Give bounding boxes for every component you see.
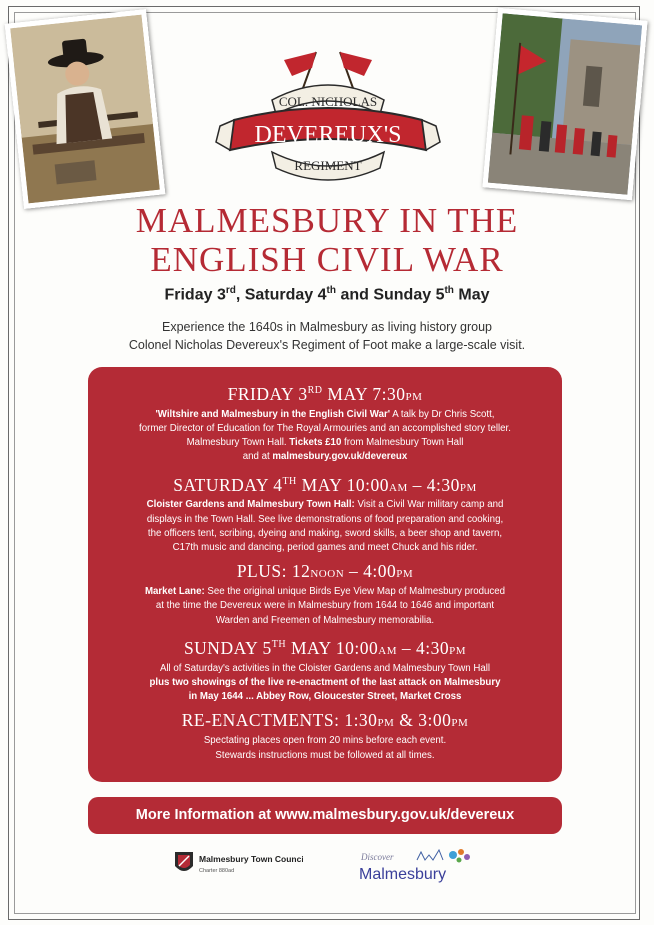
intro-line-1: Experience the 1640s in Malmesbury as living history group	[161, 320, 493, 334]
reenactments-text-1: Spectating places open from 20 mins before each event.	[203, 735, 447, 747]
friday-venue: Malmesbury Town Hall.	[186, 437, 290, 449]
reenactments-heading-pm-2: PM	[451, 717, 469, 730]
saturday-heading	[88, 471, 562, 499]
event-dates	[0, 285, 654, 304]
reenactments-text-2: Stewards instructions must be followed at all times.	[215, 749, 435, 761]
friday-heading-time: MAY 7:30	[322, 383, 406, 404]
saturday-heading-end: – 4:30	[407, 474, 460, 495]
date-sunday-suffix: th	[444, 285, 454, 296]
plus-heading-end: – 4:00	[344, 561, 397, 582]
plus-details	[88, 585, 562, 628]
regiment-crest	[212, 42, 444, 188]
plus-venue: Market Lane:	[144, 586, 205, 598]
plus-text-1: See the original unique Birds Eye View Map of Malmesbury produced	[204, 586, 506, 598]
crest-line-2: DEVEREUX'S	[254, 122, 402, 148]
friday-website-link[interactable]: malmesbury.gov.uk/devereux	[272, 451, 408, 463]
sunday-details	[88, 662, 562, 705]
sunday-heading-suffix: TH	[271, 638, 287, 650]
photo-musketeer	[5, 9, 166, 209]
friday-speaker-bio: former Director of Education for The Royal Armouries and an accomplished story teller.	[139, 423, 511, 435]
plus-text-2: at the time the Devereux were in Malmesbury from 1644 to 1646 and important	[155, 600, 495, 612]
saturday-heading-day: SATURDAY 4	[173, 474, 283, 495]
saturday-text-1: Visit a Civil War military camp and	[354, 499, 504, 511]
date-sunday: and Sunday 5	[336, 286, 445, 304]
date-saturday: , Saturday 4	[235, 286, 327, 304]
sunday-reenactment-2: in May 1644 ... Abbey Row, Gloucester Street, Market Cross	[188, 691, 462, 703]
date-month: May	[453, 286, 490, 304]
page-title-line-1: MALMESBURY IN THE	[135, 201, 519, 240]
saturday-heading-am: AM	[389, 481, 408, 494]
sunday-heading-start: MAY 10:00	[286, 637, 379, 658]
saturday-text-3: the officers tent, scribing, dyeing and making, sword skills, a beer shop and tavern,	[147, 527, 503, 539]
plus-heading-pm: PM	[396, 568, 414, 581]
page-title-line-2: ENGLISH CIVIL WAR	[150, 240, 504, 279]
crest-line-3: REGIMENT	[294, 158, 362, 173]
crest-line-1: COL. NICHOLAS	[278, 94, 378, 109]
schedule-panel	[88, 367, 562, 782]
sunday-reenactment-1: plus two showings of the live re-enactment of the last attack on Malmesbury	[149, 676, 501, 688]
saturday-venue: Cloister Gardens and Malmesbury Town Hall:	[146, 499, 355, 511]
date-saturday-suffix: th	[326, 285, 336, 296]
saturday-heading-suffix: TH	[282, 475, 297, 487]
reenactments-heading-pm-1: PM	[377, 717, 395, 730]
date-friday-suffix: rd	[225, 285, 236, 296]
council-charter: Charter 880ad	[199, 868, 235, 874]
sunday-heading-end: – 4:30	[397, 637, 450, 658]
reenactments-heading-first: RE-ENACTMENTS: 1:30	[181, 710, 378, 731]
discover-town: Malmesbury	[359, 866, 447, 883]
sunday-text-1: All of Saturday's activities in the Cloister Gardens and Malmesbury Town Hall	[159, 662, 491, 674]
plus-heading-noon: NOON	[310, 568, 345, 581]
plus-text-3: Warden and Freemen of Malmesbury memorabilia.	[215, 614, 435, 626]
intro-text	[0, 318, 654, 354]
reenactments-heading-second: & 3:00	[394, 710, 452, 731]
friday-and-at: and at	[242, 451, 273, 463]
sunday-heading-am: AM	[378, 644, 398, 657]
friday-heading-pm: PM	[405, 390, 423, 403]
friday-heading-suffix: RD	[307, 385, 323, 396]
friday-heading	[88, 380, 562, 408]
friday-details	[88, 408, 562, 465]
discover-word: Discover	[361, 852, 394, 862]
plus-heading	[88, 561, 562, 585]
saturday-text-2: displays in the Town Hall. See live demonstrations of food preparation and cooking,	[146, 513, 504, 525]
friday-talk-speaker: A talk by Dr Chris Scott,	[390, 408, 495, 420]
friday-heading-day: FRIDAY 3	[227, 383, 308, 404]
reenactments-details	[88, 734, 562, 762]
sunday-heading	[88, 634, 562, 662]
photo-regiment-march	[482, 8, 647, 200]
reenactments-heading	[88, 710, 562, 734]
saturday-heading-pm: PM	[459, 481, 477, 494]
saturday-details	[88, 498, 562, 555]
saturday-text-4: C17th music and dancing, period games and meet Chuck and his rider.	[172, 542, 478, 554]
sunday-heading-day: SUNDAY 5	[183, 637, 272, 658]
date-friday: Friday 3	[164, 286, 226, 304]
intro-line-2: Colonel Nicholas Devereux's Regiment of Foot make a large-scale visit.	[128, 338, 526, 352]
council-logo	[173, 850, 303, 883]
plus-heading-start: PLUS: 12	[236, 561, 311, 582]
saturday-heading-start: MAY 10:00	[296, 474, 389, 495]
friday-talk-title: 'Wiltshire and Malmesbury in the English Civil War'	[155, 408, 391, 420]
sunday-heading-pm: PM	[449, 644, 467, 657]
more-info-bar[interactable]: More Information at www.malmesbury.gov.uk/devereux	[88, 797, 562, 834]
friday-tickets: Tickets £10	[289, 437, 342, 449]
friday-tickets-source: from Malmesbury Town Hall	[341, 437, 464, 449]
discover-malmesbury-logo	[357, 846, 477, 891]
council-name: Malmesbury Town Council	[199, 854, 303, 864]
